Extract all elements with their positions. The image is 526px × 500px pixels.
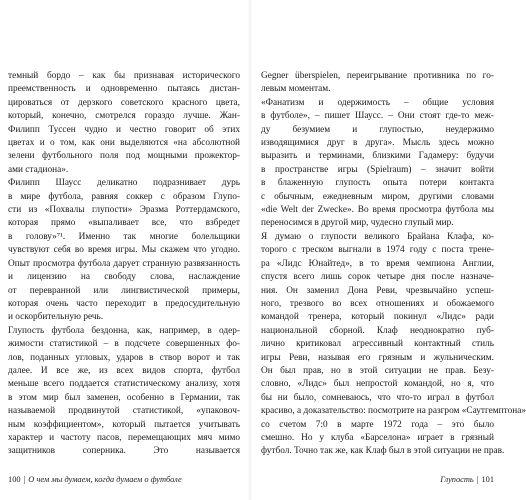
text-line: цироваться от дерзкого советского красного цвета, [8,97,240,108]
text-line: в мире футбола, равняя соккер с образом Глупо- [8,191,240,202]
text-line: который, конечно, смотрелся гораздо лучше. Жан- [8,111,240,122]
text-line: футбол. Точно так же, как Клаф был в этой ситуации не прав. [261,446,505,457]
text-line: защитников соперника. Это называется [8,446,240,457]
text-line: игры Реви, называя его грязным и жульническим. [261,352,494,363]
left-page [0,0,249,500]
text-line: ду безумием и глупостью, неудержимо [261,124,494,135]
text-line: темный бордо – как бы признавая исторического [8,71,240,81]
text-line: чувствуют себя во время игры. Мы скажем что угодно. [8,245,240,256]
text-line: Gegner überspielen, переигрывание противника по го- [261,71,494,81]
text-line: командой тренера, который покинул «Лидс» ради [261,312,494,323]
text-line: Он был прав, но в этой ситуации не прав. Безу- [261,365,494,376]
text-line: зелени футбольного поля под мощными прожектор- [8,151,240,162]
text-line: цветах и о том, как они выделяются «на абсолютной [8,138,240,149]
text-line: в пространстве игры (Spielraum) – значит войти [261,164,494,175]
left-page-footer [8,475,182,484]
text-line: ра «Лидс Юнайтед», в то время чемпиона Англии, [261,258,494,269]
text-line: характер и частоту пасов, перемещающих мяч мимо [8,432,240,443]
right-page-body [261,70,526,459]
text-line: ного, трезвого во всех отношениях и обожаемого [261,298,494,309]
text-line: лов, поданных угловых, ударов в створ ворот и так [8,352,240,363]
right-page [251,0,526,500]
text-line: бы ни было, сомневаюсь, что что-то играл в футбол [261,392,494,403]
left-page-body [8,70,240,459]
text-line: торого с треском выгнали в 1974 году с поста трене- [261,245,494,256]
footer-separator: | [476,475,479,484]
text-line: лично критиковал агрессивный контактный стиль [261,339,494,350]
text-line: и лицензию на свободу слова, наслаждение [8,272,240,283]
text-line: со счетом 7:0 в марте 1972 года – это было [261,419,494,430]
text-line: меньше всего поддается статистическому анализу, хотя [8,379,240,390]
text-line: преемственность и одновременно пытаясь дистан- [8,84,240,95]
page-number: 100 [8,475,21,484]
text-line: Я думаю о глупости великого Брайана Клафа, ко- [261,231,494,242]
text-line: изводящимися друг в друга». Мысль здесь можно [261,138,494,149]
running-title: Глупость [440,475,474,484]
footer-separator: | [23,475,26,484]
text-line: в голову»⁷¹. Именно так многие болельщики [8,231,240,242]
page-number: 101 [481,475,494,484]
text-line: ами стадиона». [8,164,69,175]
text-line: Филипп Туссен чудно и честно говорит об этих [8,124,240,135]
text-line: ния. Он заменил Дона Реви, чрезвычайно успеш- [261,285,494,296]
text-line: ным коэффициентом», который пытается учитывать [8,419,240,430]
text-line: в футболе», – пишет Шаусс. – Они стоят где-то меж- [261,111,494,122]
text-line: «die Welt der Zwecke». Во время просмотра футбола мы [261,205,494,216]
text-line: словно, «Лидс» был непростой командой, но я, что [261,379,494,390]
text-line: Глупость футбола бездонна, как, например, в одер- [8,325,240,336]
text-line: смешно. Но у клуба «Барселона» играет в грязный [261,432,494,443]
text-line: красиво, а доказательство: посмотрите на разгром «Саутгемптона» [261,406,526,417]
text-line: далее. И все же, из всех видов спорта, футбол [8,365,240,376]
text-line: переносимся в другой мир, чудесно глупый мир. [261,218,454,229]
text-line: выразить и терминами, близкими Гадамеру: будучи [261,151,494,162]
text-line: спустя всего лишь сорок четыре дня после назначе- [261,272,494,283]
text-line: жимости статистикой – в подсчете совершенных фо- [8,339,240,350]
text-line: которая очень часто переходит в предосудительную [8,298,240,309]
text-line: левым моментам. [261,84,331,95]
text-line: Опыт просмотра футбола дарует странную развязанность [8,258,240,269]
text-line: сти из «Похвалы глупости» Эразма Роттердамского, [8,205,240,216]
text-line: в этом мир был заменен, особенно в Германии, так [8,392,240,403]
text-line: которая прямо «выпаливает все, что взбредет [8,218,240,229]
running-title: О чем мы думаем, когда думаем о футболе [28,475,182,484]
text-line: от перевранной или лингвистической примеры, [8,285,240,296]
text-line: Филипп Шаусс деликатно подразнивает дурь [8,178,240,189]
text-line: национальной сборной. Клаф неоднократно пуб- [261,325,494,336]
text-line: с обычным, ежедневным миром, другими словами [261,191,494,202]
text-line: и оскорбительную речь. [8,312,104,323]
text-line: называемой продвинутой статистикой, «упаковоч- [8,406,240,417]
text-line: в блаженную глупость опыта потери контакта [261,178,494,189]
right-page-footer [440,475,494,484]
text-line: «Фанатизм и одержимость – общие условия [261,97,494,108]
